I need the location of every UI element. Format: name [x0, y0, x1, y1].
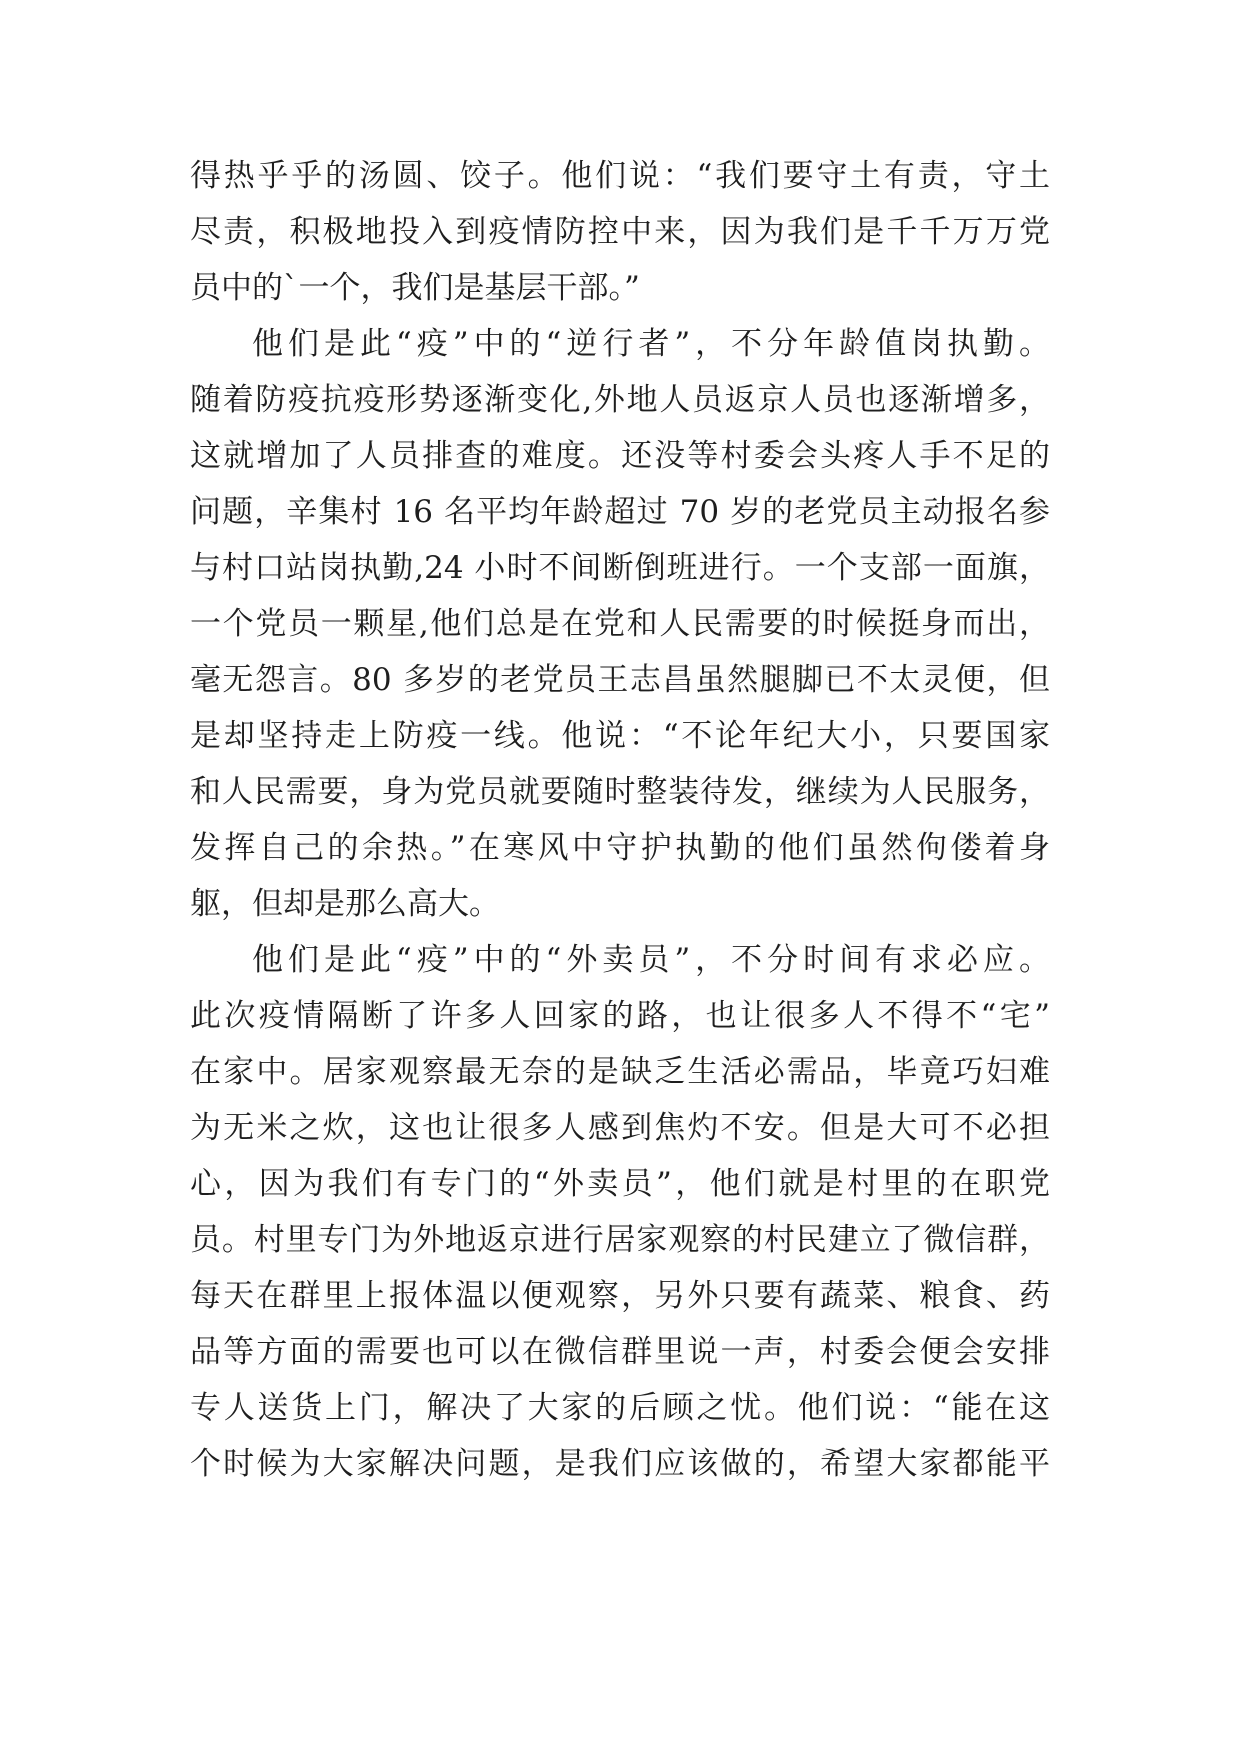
- text-line: 躯，但却是那么高大。: [190, 886, 500, 922]
- text-line: 专人送货上门，解决了大家的后顾之忧。他们说：“能在这: [190, 1390, 1050, 1426]
- text-line: 发挥自己的余热。”在寒风中守护执勤的他们虽然佝偻着身: [190, 830, 1050, 866]
- text-line: 此次疫情隔断了许多人回家的路，也让很多人不得不“宅”: [190, 998, 1050, 1034]
- text-line: 问题，辛集村 16 名平均年龄超过 70 岁的老党员主动报名参: [190, 494, 1050, 530]
- text-line: 为无米之炊，这也让很多人感到焦灼不安。但是大可不必担: [190, 1110, 1050, 1146]
- text-line: 心，因为我们有专门的“外卖员”，他们就是村里的在职党: [190, 1166, 1050, 1202]
- text-line: 在家中。居家观察最无奈的是缺乏生活必需品，毕竟巧妇难: [190, 1054, 1050, 1090]
- text-line: 随着防疫抗疫形势逐渐变化,外地人员返京人员也逐渐增多，: [190, 382, 1050, 418]
- text-line: 这就增加了人员排查的难度。还没等村委会头疼人手不足的: [190, 438, 1050, 474]
- article-body: [190, 148, 1050, 1492]
- text-line: 员中的`一个，我们是基层干部。”: [190, 270, 640, 306]
- text-line: 和人民需要，身为党员就要随时整装待发，继续为人民服务，: [190, 774, 1050, 810]
- text-line: 尽责，积极地投入到疫情防控中来，因为我们是千千万万党: [190, 214, 1050, 250]
- text-line: 与村口站岗执勤,24 小时不间断倒班进行。一个支部一面旗，: [190, 550, 1050, 586]
- text-line: 是却坚持走上防疫一线。他说：“不论年纪大小，只要国家: [190, 718, 1050, 754]
- text-line: 一个党员一颗星,他们总是在党和人民需要的时候挺身而出，: [190, 606, 1050, 642]
- text-line: 品等方面的需要也可以在微信群里说一声，村委会便会安排: [190, 1334, 1050, 1370]
- paragraph-start-line: 他们是此“疫”中的“逆行者”，不分年龄值岗执勤。: [252, 326, 1050, 362]
- paragraph-start-line: 他们是此“疫”中的“外卖员”，不分时间有求必应。: [252, 942, 1050, 978]
- text-line: 毫无怨言。80 多岁的老党员王志昌虽然腿脚已不太灵便，但: [190, 662, 1050, 698]
- text-line: 个时候为大家解决问题，是我们应该做的，希望大家都能平: [190, 1446, 1050, 1482]
- text-line: 每天在群里上报体温以便观察，另外只要有蔬菜、粮食、药: [190, 1278, 1050, 1314]
- text-line: 员。村里专门为外地返京进行居家观察的村民建立了微信群，: [190, 1222, 1050, 1258]
- text-line: 得热乎乎的汤圆、饺子。他们说：“我们要守土有责，守土: [190, 158, 1050, 194]
